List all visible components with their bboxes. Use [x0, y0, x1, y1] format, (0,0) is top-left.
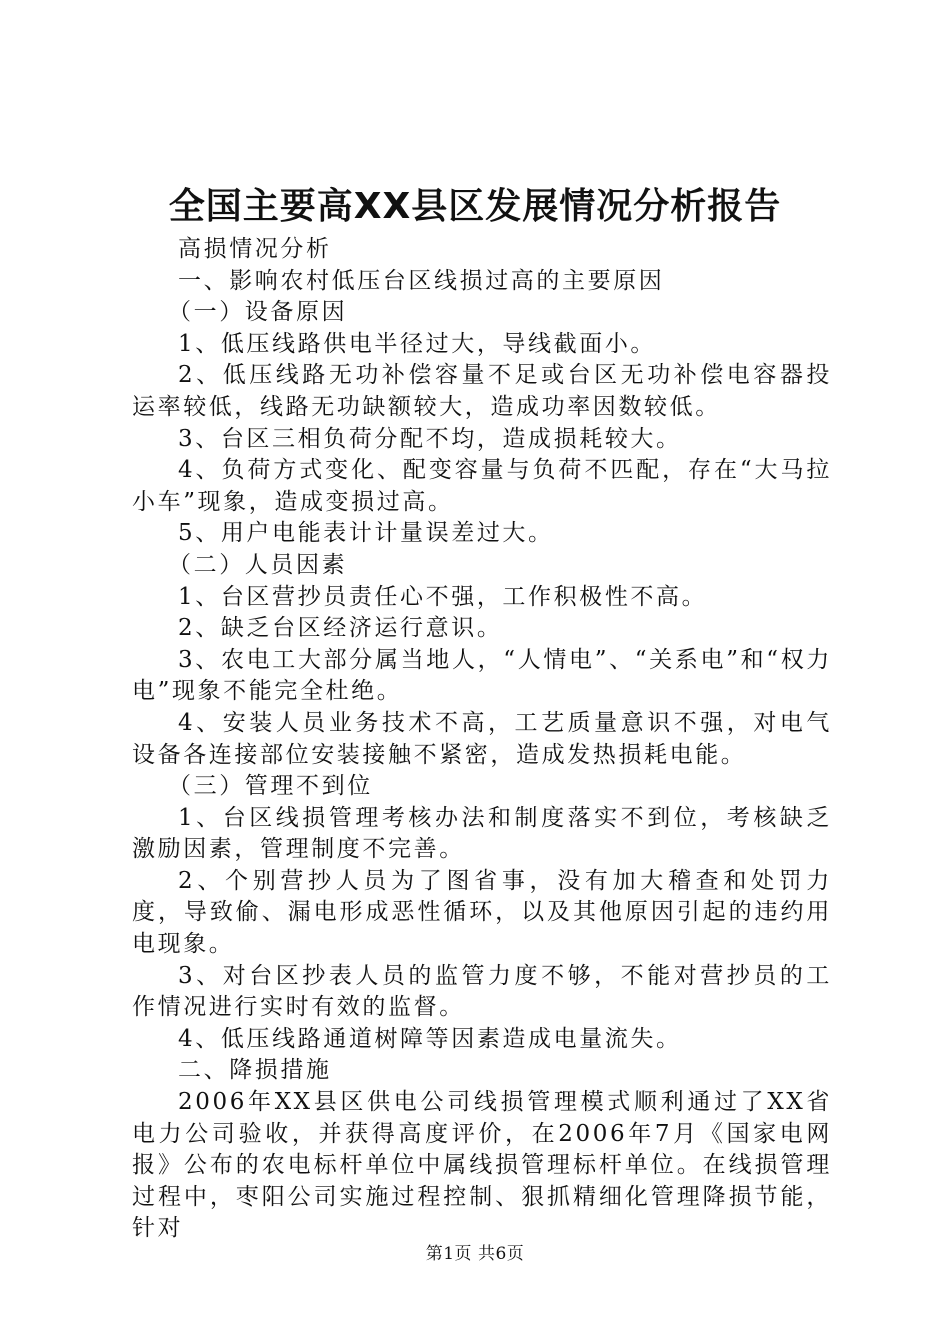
paragraph-heading: 高损情况分析: [178, 236, 332, 262]
paragraph: 1、台区线损管理考核办法和制度落实不到位，考核缺乏激励因素，管理制度不完善。: [132, 804, 832, 863]
paragraph: 2006年XX县区供电公司线损管理模式顺利通过了XX省电力公司验收，并获得高度评价，在2006年7月《国家电网报》公布的农电标杆单位中属线损管理标杆单位。在线损管理过程中，枣阳公司实施过程控制、狠抓精细化管理降损节能，针对: [132, 1089, 832, 1242]
document-title: 全国主要高XX县区发展情况分析报告: [168, 186, 782, 227]
paragraph: 3、农电工大部分属当地人，“人情电”、“关系电”和“权力电”现象不能完全杜绝。: [132, 646, 832, 705]
paragraph: 4、低压线路通道树障等因素造成电量流失。: [178, 1025, 682, 1052]
paragraph: 3、对台区抄表人员的监管力度不够，不能对营抄员的工作情况进行实时有效的监督。: [132, 962, 832, 1021]
paragraph: 2、缺乏台区经济运行意识。: [178, 615, 503, 642]
paragraph: 1、低压线路供电半径过大，导线截面小。: [178, 330, 657, 357]
subsection-heading: （一）设备原因: [168, 299, 348, 326]
paragraph: 4、负荷方式变化、配变容量与负荷不匹配，存在“大马拉小车”现象，造成变损过高。: [132, 457, 832, 515]
page-number-footer: 第1页 共6页: [425, 1244, 525, 1264]
paragraph: 2、低压线路无功补偿容量不足或台区无功补偿电容器投运率较低，线路无功缺额较大，造成功率因数较低。: [132, 362, 832, 420]
paragraph: 4、安装人员业务技术不高，工艺质量意识不强，对电气设备各连接部位安装接触不紧密，造成发热损耗电能。: [132, 709, 832, 768]
subsection-heading: （二）人员因素: [168, 551, 348, 578]
section-heading: 一、影响农村低压台区线损过高的主要原因: [178, 267, 665, 294]
subsection-heading: （三）管理不到位: [168, 773, 373, 800]
paragraph: 3、台区三相负荷分配不均，造成损耗较大。: [178, 425, 682, 452]
paragraph: 5、用户电能表计计量误差过大。: [178, 520, 554, 547]
paragraph: 1、台区营抄员责任心不强，工作积极性不高。: [178, 583, 708, 610]
document-body: [132, 234, 832, 1245]
section-heading: 二、降损措施: [178, 1057, 332, 1084]
paragraph: 2、个别营抄人员为了图省事，没有加大稽查和处罚力度，导致偷、漏电形成恶性循环，以及其他原因引起的违约用电现象。: [132, 867, 832, 958]
